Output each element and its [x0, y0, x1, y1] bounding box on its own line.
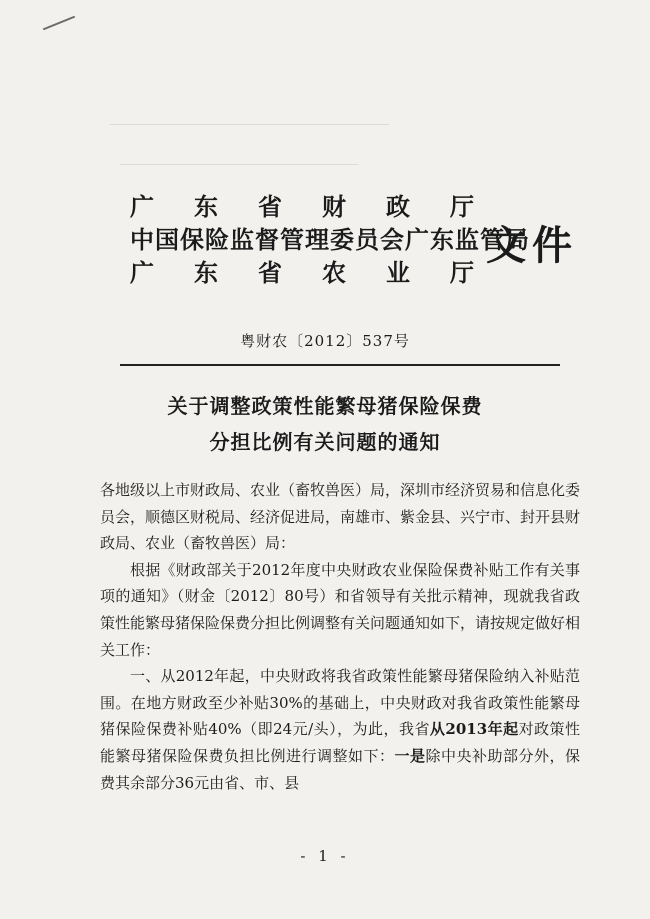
issuer-char: 厅 — [450, 258, 475, 287]
issuer-char: 广 — [130, 192, 155, 221]
paragraph-2 — [100, 663, 580, 796]
bleed-through-text: ⎯⎯⎯⎯⎯⎯⎯⎯⎯⎯⎯⎯⎯⎯⎯⎯⎯⎯⎯⎯⎯⎯⎯⎯⎯⎯⎯⎯⎯⎯⎯⎯⎯⎯⎯⎯⎯⎯⎯⎯⎯⎯⎯⎯⎯⎯⎯⎯⎯⎯⎯⎯⎯⎯⎯⎯⎯⎯⎯⎯⎯⎯ — [110, 120, 390, 130]
title-line-1: 关于调整政策性能繁母猪保险保费 — [167, 394, 483, 418]
issuer-char: 厅 — [450, 192, 475, 221]
issuer-char: 东 — [194, 258, 219, 287]
paragraph-2-text-c: 除中央补助部分外，保费其余部分36元由省、市、县 — [100, 746, 580, 792]
header-rule — [120, 364, 560, 366]
issuer-char: 广 — [130, 258, 155, 287]
paragraph-2-emphasis-b: 一是 — [394, 746, 426, 765]
paragraph-2-emphasis-a: 从2013年起 — [429, 720, 519, 739]
paragraph-2-text-b: 对政策性能繁母猪保险保费负担比例进行调整如下： — [100, 720, 580, 765]
issuer-agriculture — [130, 256, 475, 289]
issuer-char: 业 — [386, 258, 411, 287]
issuer-char: 省 — [258, 258, 283, 287]
bleed-through-text: ⎯⎯⎯⎯⎯⎯⎯⎯⎯⎯⎯⎯⎯⎯⎯⎯⎯⎯⎯⎯⎯⎯⎯⎯⎯⎯⎯⎯⎯⎯⎯⎯⎯⎯⎯⎯⎯⎯⎯⎯⎯⎯⎯⎯⎯⎯⎯⎯⎯⎯⎯⎯⎯ — [120, 160, 359, 170]
issuer-char: 财 — [322, 192, 347, 221]
issuing-authorities — [130, 190, 530, 289]
recipients: 各地级以上市财政局、农业（畜牧兽医）局，深圳市经济贸易和信息化委员会，顺德区财税局、经济促进局，南雄市、紫金县、兴宁市、封开县财政局、农业（畜牧兽医）局： — [100, 481, 581, 553]
issuer-char: 农 — [322, 258, 347, 287]
document-body — [100, 477, 580, 796]
issuer-char: 政 — [386, 192, 411, 221]
page-number: - 1 - — [300, 847, 350, 865]
title-line-2: 分担比例有关问题的通知 — [209, 430, 441, 454]
document-number: 粤财农〔2012〕537号 — [240, 332, 410, 350]
issuer-char: 东 — [194, 192, 219, 221]
issuer-finance — [130, 190, 475, 223]
issuer-insurance-regulator: 中国保险监督管理委员会广东监管局 — [130, 225, 530, 254]
pen-mark — [43, 16, 75, 31]
paragraph-1: 根据《财政部关于2012年度中央财政农业保险保费补贴工作有关事项的通知》（财金〔2012〕80号）和省领导有关批示精神，现就我省政策性能繁母猪保险保费分担比例调整有关问题通知如下，请按规定做好相关工作： — [100, 560, 581, 659]
paragraph-2-text-a: 一、从2012年起，中央财政将我省政策性能繁母猪保险纳入补贴范围。在地方财政至少补贴30%的基础上，中央财政对我省政策性能繁母猪保险保费补贴40%（即24元/头），为此，我省 — [100, 667, 580, 739]
issuer-char: 省 — [258, 192, 283, 221]
document-mark: 文件 — [486, 222, 578, 269]
